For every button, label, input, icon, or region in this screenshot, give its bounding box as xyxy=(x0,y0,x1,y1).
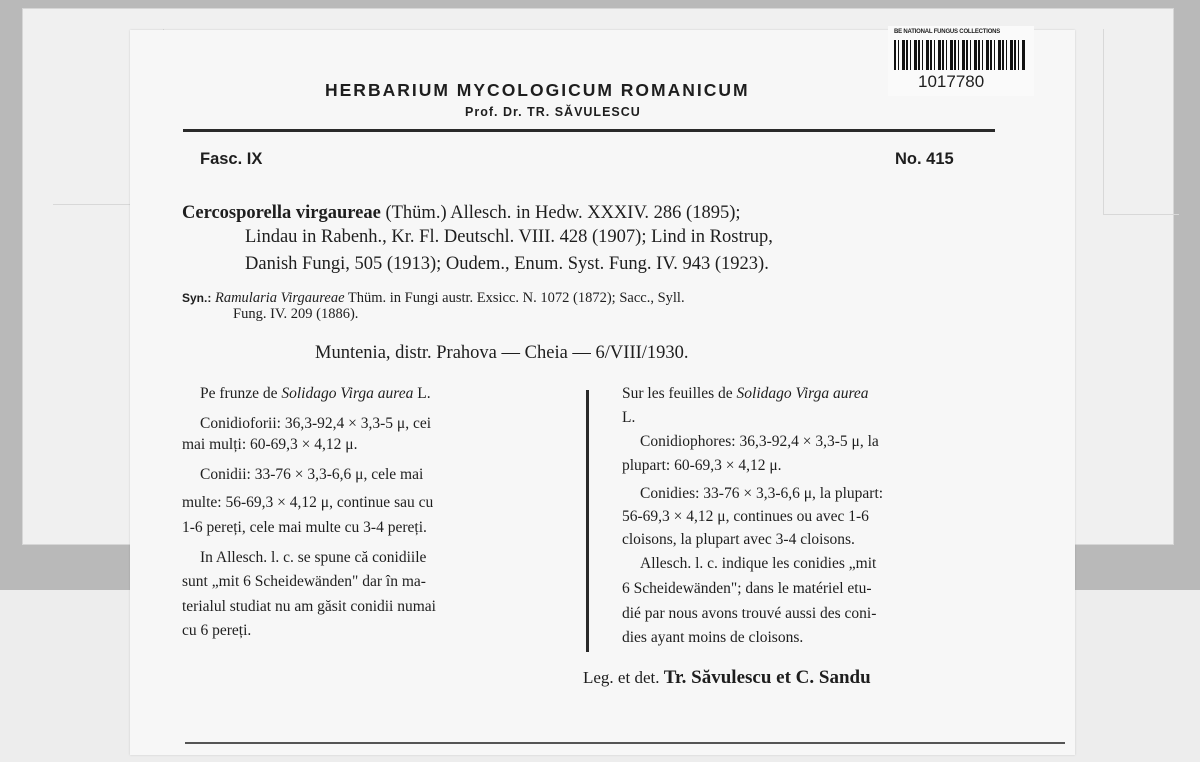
synonym-line-2: Fung. IV. 209 (1886). xyxy=(233,306,359,322)
french-line: L. xyxy=(622,409,636,426)
romanian-line: mai mulți: 60-69,3 × 4,12 μ. xyxy=(182,436,358,453)
herbarium-director: Prof. Dr. TR. SĂVULESCU xyxy=(465,105,641,119)
species-citation-line-1 xyxy=(182,200,741,227)
synonym-label: Syn.: xyxy=(182,291,212,305)
romanian-line: 1-6 pereți, cele mai multe cu 3-4 pereți. xyxy=(182,519,427,536)
collectors-prefix: Leg. et det. xyxy=(583,668,664,687)
species-citation-line-3: Danish Fungi, 505 (1913); Oudem., Enum. Syst. Fung. IV. 943 (1923). xyxy=(245,254,769,274)
french-line: Conidiophores: 36,3-92,4 × 3,3-5 μ, la xyxy=(640,433,879,450)
french-line: plupart: 60-69,3 × 4,12 μ. xyxy=(622,457,782,474)
locality: Muntenia, distr. Prahova — Cheia — 6/VIII/1930. xyxy=(315,343,689,363)
host-name: Solidago Virga aurea xyxy=(736,385,869,402)
french-line: cloisons, la plupart avec 3-4 cloisons. xyxy=(622,531,855,548)
romanian-line: Conidii: 33-76 × 3,3-6,6 μ, cele mai xyxy=(200,466,424,483)
envelope-flap-right xyxy=(1103,29,1179,215)
romanian-line: terialul studiat nu am găsit conidii numai xyxy=(182,598,436,615)
species-name: Cercosporella virgaureae xyxy=(182,203,381,223)
french-line: 56-69,3 × 4,12 μ, continues ou avec 1-6 xyxy=(622,508,869,525)
barcode-icon xyxy=(894,40,1026,70)
synonym-line-1 xyxy=(182,290,685,307)
host-name: Solidago Virga aurea xyxy=(281,385,414,402)
species-authority: (Thüm.) Allesch. in Hedw. XXXIV. 286 (1895); xyxy=(380,203,741,223)
romanian-line: Conidioforii: 36,3-92,4 × 3,3-5 μ, cei xyxy=(200,415,432,432)
french-line: Sur les feuilles de Solidago Virga aurea xyxy=(622,385,869,402)
bottom-rule xyxy=(185,742,1065,744)
fascicle-label: Fasc. IX xyxy=(200,150,263,168)
header-rule xyxy=(183,129,995,132)
species-citation-line-2: Lindau in Rabenh., Kr. Fl. Deutschl. VIII. 428 (1907); Lind in Rostrup, xyxy=(245,227,773,247)
french-line: Allesch. l. c. indique les conidies „mit xyxy=(640,555,877,572)
collectors xyxy=(583,667,871,689)
synonym-citation: Thüm. in Fungi austr. Exsicc. N. 1072 (1872); Sacc., Syll. xyxy=(344,290,685,306)
herbarium-title: HERBARIUM MYCOLOGICUM ROMANICUM xyxy=(325,80,750,100)
column-divider xyxy=(586,390,589,652)
french-line: dies ayant moins de cloisons. xyxy=(622,629,804,646)
barcode-sticker xyxy=(888,26,1034,96)
french-line: 6 Scheidewänden"; dans le matériel etu- xyxy=(622,580,872,597)
barcode-number: 1017780 xyxy=(918,72,985,91)
romanian-line: Pe frunze de Solidago Virga aurea L. xyxy=(200,385,431,402)
collector-names: Tr. Săvulescu et C. Sandu xyxy=(663,667,871,688)
french-line: dié par nous avons trouvé aussi des coni- xyxy=(622,605,877,622)
romanian-line: cu 6 pereți. xyxy=(182,622,252,639)
romanian-line: In Allesch. l. c. se spune că conidiile xyxy=(200,549,427,566)
barcode-caption: BE NATIONAL FUNGUS COLLECTIONS xyxy=(894,29,1001,35)
french-line: Conidies: 33-76 × 3,3-6,6 μ, la plupart: xyxy=(640,485,884,502)
synonym-name: Ramularia Virgaureae xyxy=(214,290,345,306)
romanian-line: sunt „mit 6 Scheidewänden" dar în ma- xyxy=(182,573,426,590)
romanian-line: multe: 56-69,3 × 4,12 μ, continue sau cu xyxy=(182,494,434,511)
specimen-number: No. 415 xyxy=(895,150,954,168)
